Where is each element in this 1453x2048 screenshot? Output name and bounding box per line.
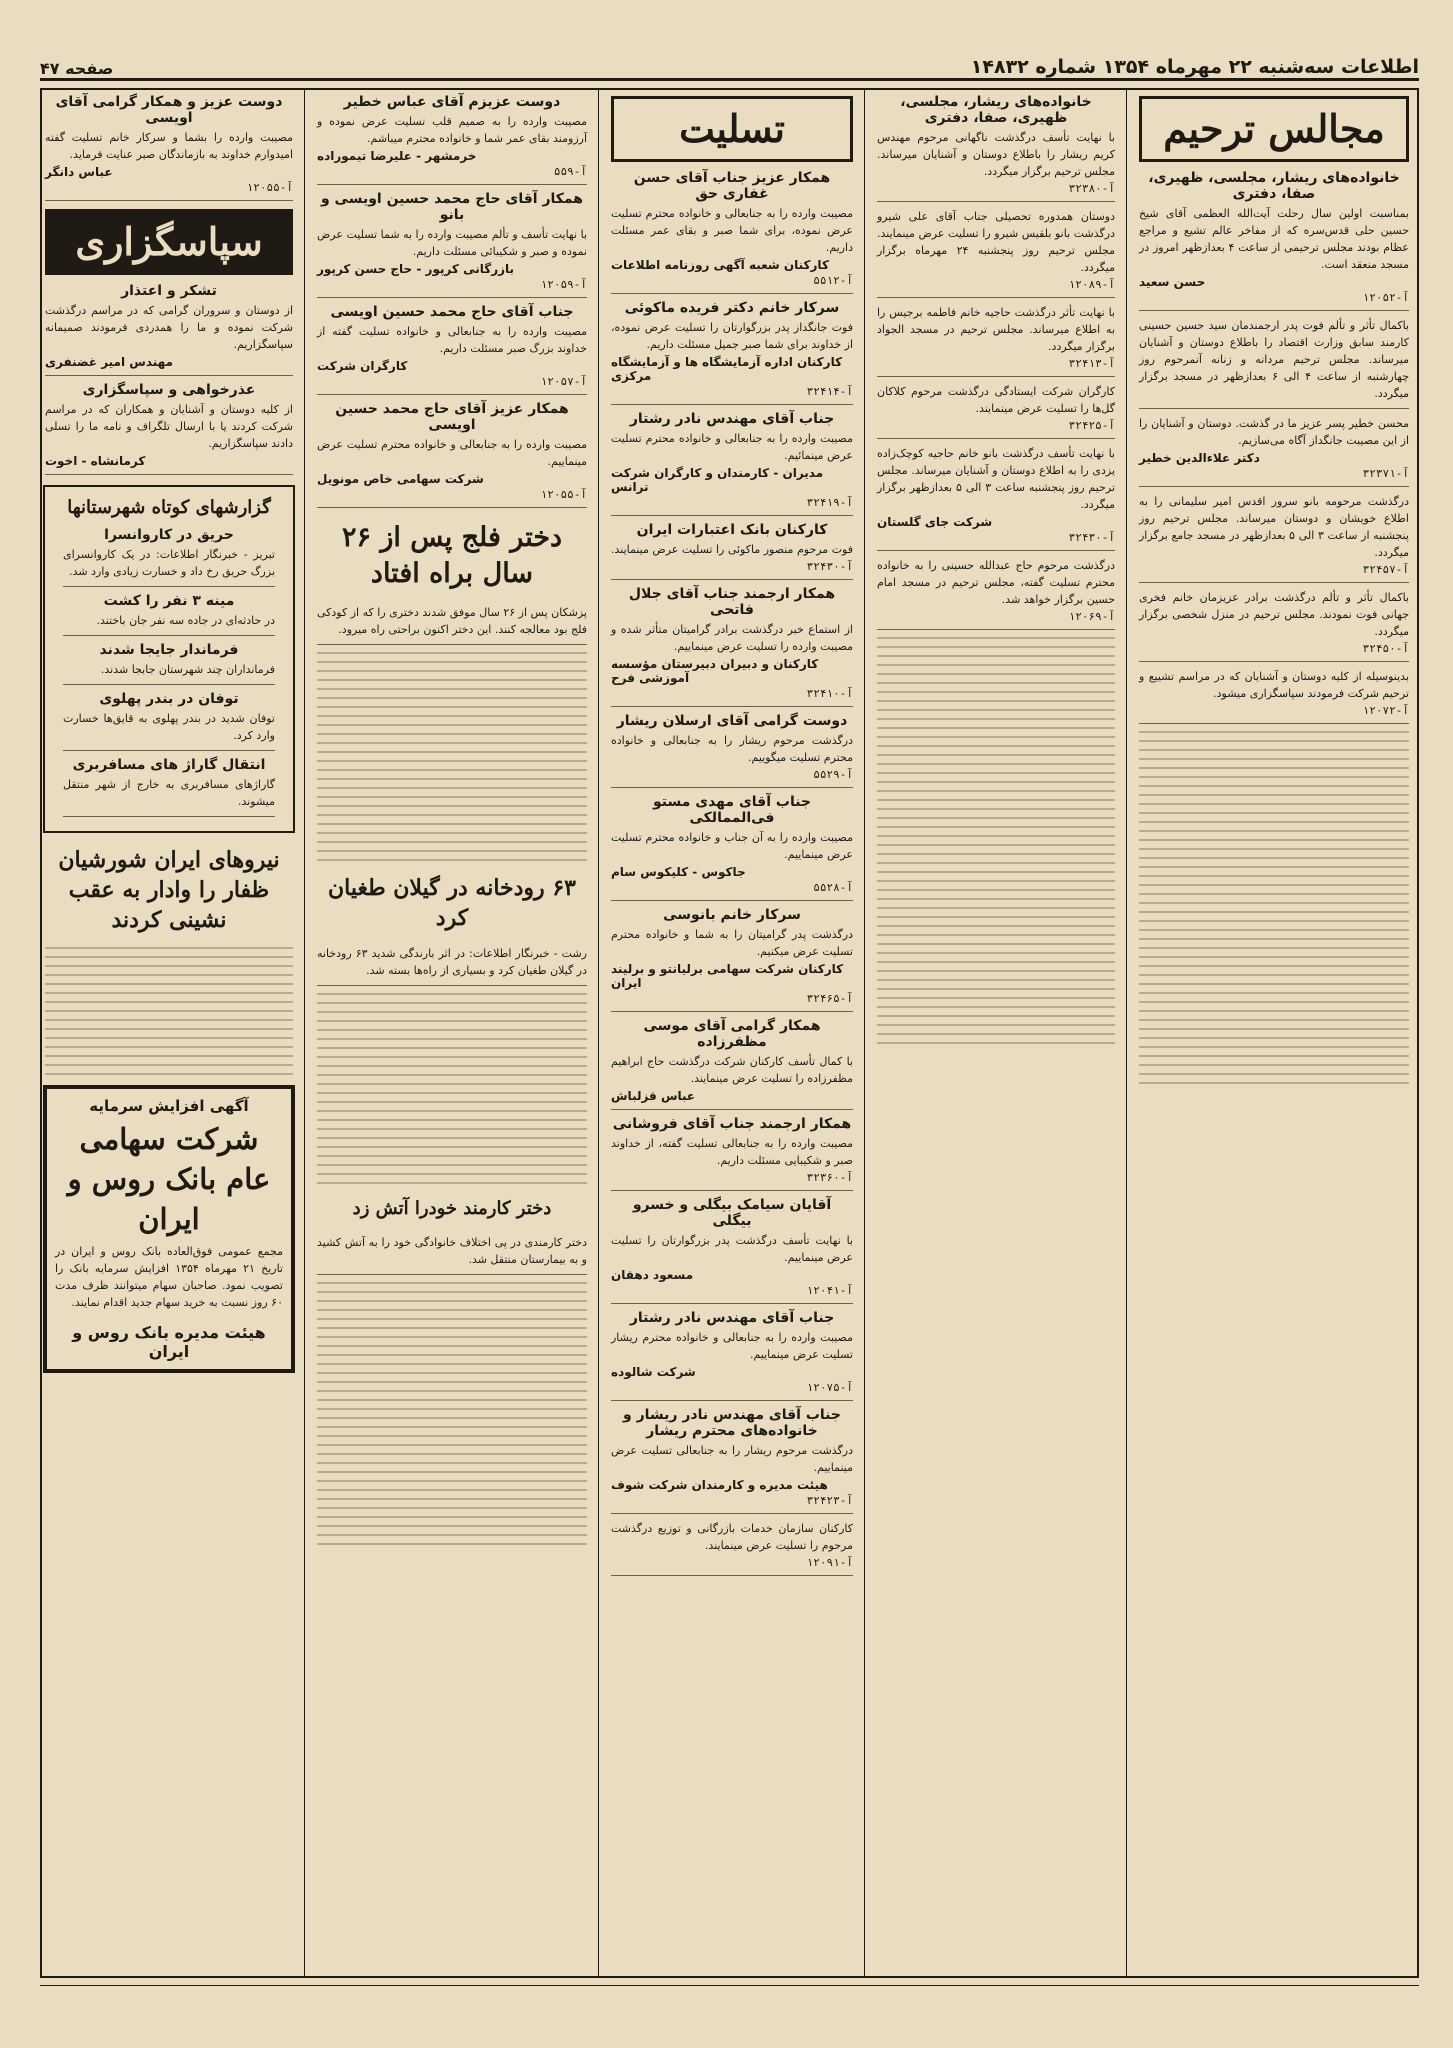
notice-title: جناب آقای مهندس نادر ریشار و خانواده‌های محترم ریشار bbox=[623, 1407, 841, 1439]
notice-text: محسن خطیر پسر عزیز ما در گذشت. دوستان و آشنایان را از این مصیبت جانگداز آگاه می‌سازیم. bbox=[1139, 417, 1409, 447]
story-text: پزشکان پس از ۲۶ سال موفق شدند دختری را که از کودکی فلج بود معالجه کنند. این دختر اکنون براحتی راه میرود. bbox=[317, 606, 587, 636]
memorial-notice bbox=[877, 304, 1115, 377]
memorial-notice bbox=[1139, 668, 1409, 724]
notice-title: جناب آقای مهندس نادر رشتار bbox=[629, 1310, 835, 1326]
notice-signature: مسعود دهقان bbox=[611, 1268, 694, 1282]
ad-body-wrap bbox=[55, 1243, 283, 1317]
condolence-notice bbox=[611, 907, 853, 1012]
thanks-notice bbox=[45, 283, 293, 376]
notice-text: با کمال تأسف کارکنان شرکت درگذشت حاج ابراهیم مظفرزاده را تسلیت عرض مینمایند. bbox=[611, 1055, 853, 1085]
notice-code: آ-۳۲۴۳۰ bbox=[806, 560, 853, 573]
notice-code: آ-۱۲۰۶۹ bbox=[1068, 610, 1115, 623]
notice-text: مصیبت وارده را به جنابعالی تسلیت گفته، از خداوند صبر و شکیبایی مسئلت داریم. bbox=[611, 1137, 853, 1167]
text-filler bbox=[317, 993, 587, 1184]
notice-text: گاراژهای مسافربری به خارج از شهر منتقل میشوند. bbox=[63, 778, 275, 808]
headline-paralyzed-girl: دختر فلج پس از ۲۶ سال براه افتاد bbox=[341, 522, 563, 589]
notice-text: مصیبت وارده را به آن جناب و خانواده محترم تسلیت عرض مینماییم. bbox=[611, 831, 853, 861]
notice-signature: بازرگانی کرپور - حاج حسن کرپور bbox=[317, 262, 515, 276]
notice-signature: مهندس امیر غضنفری bbox=[45, 355, 174, 369]
condolence-notice bbox=[317, 191, 587, 298]
footer-rule bbox=[40, 1985, 1419, 1986]
notice-code: آ-۳۲۴۳۰ bbox=[1068, 531, 1115, 544]
notice-text: کارگران شرکت ایستادگی درگذشت مرحوم کلاکان گل‌ها را تسلیت عرض مینمایند. bbox=[877, 385, 1115, 415]
notice-code: آ-۱۲۰۵۵ bbox=[246, 181, 293, 194]
notice-code: آ-۳۲۳۶۰ bbox=[806, 1171, 853, 1184]
text-filler bbox=[317, 652, 587, 861]
notice-text: فوت مرحوم منصور ماکوئی را تسلیت عرض مینمایند. bbox=[611, 543, 853, 556]
condolence-notice bbox=[611, 713, 853, 788]
notice-code: آ-۳۲۴۶۵ bbox=[806, 992, 853, 1005]
notice-text: با نهایت تأسف درگذشت بانو خانم حاجیه کوچک‌زاده یزدی را به اطلاع دوستان و آشنایان میرساند. مجلس ترحیم روز پنجشنبه ساعت ۳ الی ۵ بعدازظهر برگزار میگردد. bbox=[877, 447, 1115, 511]
headline-employee-daughter: دختر کارمند خودرا آتش زد bbox=[352, 1198, 552, 1219]
text-filler bbox=[1139, 731, 1409, 1084]
brief-news-item bbox=[63, 527, 275, 587]
memorial-notice bbox=[1139, 170, 1409, 311]
notice-text: بمناسبت اولین سال رحلت آیت‌الله العظمی آقای شیخ حسین حلی قدس‌سره که از مفاخر عالم تشیع و مراجع عظام بودند مجلس ترحیمی از ساعت ۴ بعدازظهر امروز در مسجد منعقد است. bbox=[1139, 207, 1409, 271]
notice-code: آ-۱۲۰۵۲ bbox=[1362, 291, 1409, 304]
memorial-notice bbox=[877, 208, 1115, 298]
notice-code: آ-۱۲۰۵۹ bbox=[540, 278, 587, 291]
notice-signature: جاکوس - کلیکوس سام bbox=[611, 865, 746, 879]
column-news bbox=[307, 88, 597, 1978]
brief-news-item bbox=[63, 757, 275, 817]
notice-text: از استماع خبر درگذشت برادر گرامیتان متأثر شده و مصیبت وارده را تسلیت عرض مینماییم. bbox=[611, 623, 853, 653]
notice-text: از کلیه دوستان و آشنایان و همکاران که در مراسم شرکت کردند یا با ارسال تلگراف و نامه ما را تسلی دادند سپاسگزاریم. bbox=[45, 403, 293, 450]
headline-dhofar: نیروهای ایران شورشیان ظفار را وادار به عقب نشینی کردند bbox=[58, 847, 280, 933]
notice-signature: مدیران - کارمندان و کارگران شرکت ترانس bbox=[611, 466, 824, 494]
notice-title: همکار ارجمند جناب آقای جلال فاتحی bbox=[628, 586, 836, 618]
notice-code: آ-۱۲۰۹۱ bbox=[806, 1556, 853, 1569]
notice-title: سرکار خانم دکتر فریده ماکوئی bbox=[624, 300, 840, 316]
notice-code: آ-۳۲۴۱۴ bbox=[806, 385, 853, 398]
memorial-notice bbox=[1139, 589, 1409, 662]
memorial-notice bbox=[877, 445, 1115, 551]
notice-title: حریق در کاروانسرا bbox=[104, 527, 234, 543]
notice-code: آ-۳۲۴۵۰ bbox=[1362, 642, 1409, 655]
notice-text: از دوستان و سروران گرامی که در مراسم درگذشت شرکت نموده و ما را همدردی فرمودند صمیمانه سپاسگزاریم. bbox=[45, 304, 293, 351]
notice-title: جناب آقای حاج محمد حسین اویسی bbox=[330, 304, 574, 320]
notice-signature: شرکت سهامی خاص مونویل bbox=[317, 472, 484, 486]
notice-signature: کارکنان اداره آزمایشگاه ها و آزمایشگاه مرکزی bbox=[611, 355, 843, 383]
text-filler bbox=[45, 947, 293, 1075]
section-banner-condolences: تسلیت bbox=[611, 96, 853, 162]
notice-signature: دکتر علاءالدین خطیر bbox=[1139, 451, 1260, 465]
headline-gilan-rivers: ۶۳ رودخانه در گیلان طغیان کرد bbox=[328, 875, 576, 931]
notice-code: آ-۳۲۴۲۳ bbox=[806, 1494, 853, 1507]
condolence-notice bbox=[611, 522, 853, 580]
notice-text: مصیبت وارده را به جنابعالی و خانواده تسلیت گفته از خداوند بزرگ صبر مسئلت داریم. bbox=[317, 325, 587, 355]
ad-bank-name: شرکت سهامی عام بانک روس و ایران bbox=[67, 1122, 271, 1236]
notice-text: فوت جانگداز پدر بزرگوارتان را تسلیت عرض نموده، از خداوند برای شما صبر جمیل مسئلت داریم. bbox=[611, 321, 853, 351]
page-number: صفحه ۴۷ bbox=[40, 59, 114, 78]
condolence-notice bbox=[611, 1197, 853, 1304]
capital-increase-ad bbox=[43, 1085, 295, 1373]
notice-code: آ-۱۲۰۴۱ bbox=[806, 1284, 853, 1297]
condolence-notice bbox=[611, 794, 853, 901]
notice-code: آ-۳۲۳۸۰ bbox=[1068, 182, 1115, 195]
notice-text: بدینوسیله از کلیه دوستان و آشنایان که در مراسم تشییع و ترحیم شرکت فرمودند سپاسگزاری میشود. bbox=[1139, 670, 1409, 700]
notice-code: آ-۳۲۳۷۱ bbox=[1362, 467, 1409, 480]
notice-title: انتقال گاراژ های مسافربری bbox=[72, 757, 266, 773]
column-condolences bbox=[601, 88, 863, 1978]
brief-news-item bbox=[63, 642, 275, 685]
section-banner-memorials: مجالس ترحیم bbox=[1139, 96, 1409, 162]
notice-code: آ-۱۲۰۷۵ bbox=[806, 1381, 853, 1394]
notice-title: دوست گرامی آقای ارسلان ریشار bbox=[616, 713, 848, 729]
notice-signature: شرکت شالوده bbox=[611, 1365, 696, 1379]
notice-title: عذرخواهی و سپاسگزاری bbox=[82, 382, 256, 398]
notice-text: با نهایت تأسف درگذشت پدر بزرگوارتان را تسلیت عرض مینماییم. bbox=[611, 1234, 853, 1264]
notice-text: درگذشت مرحوم ریشار را به جنابعالی و خانواده محترم تسلیت میگوییم. bbox=[611, 734, 853, 764]
notice-title: آقایان سیامک بیگلی و خسرو بیگلی bbox=[632, 1197, 832, 1229]
column-rule bbox=[304, 88, 305, 1978]
notice-code: آ-۵۵۹ bbox=[553, 165, 587, 178]
condolence-notice bbox=[611, 170, 853, 294]
column-memorials bbox=[1129, 88, 1419, 1978]
ad-signature: هیئت مدیره بانک روس و ایران bbox=[72, 1323, 266, 1361]
story-text: رشت - خبرنگار اطلاعات: در اثر بارندگی شدید ۶۳ رودخانه در گیلان طغیان کرد و بسیاری از راه‌ها بسته شد. bbox=[317, 947, 587, 977]
page-header bbox=[40, 48, 1419, 81]
memorial-notice bbox=[877, 557, 1115, 630]
memorial-notice bbox=[1139, 493, 1409, 583]
notice-text: مصیبت وارده را به جنابعالی و خانواده محترم تسلیت عرض مینماییم. bbox=[317, 438, 587, 468]
notice-signature: کارکنان شرکت سهامی برلیانتو و برلیند ایران bbox=[611, 962, 844, 990]
notice-signature: عباس قزلباش bbox=[611, 1089, 696, 1103]
memorial-notice bbox=[1139, 415, 1409, 487]
condolence-notice bbox=[611, 586, 853, 707]
notice-text: مصیبت وارده را بشما و سرکار خانم تسلیت گفته امیدوارم خداوند به بازماندگان صبر عنایت فرماید. bbox=[45, 131, 293, 161]
condolence-notice bbox=[611, 1116, 853, 1191]
notice-signature: کارکنان و دبیران دبیرستان مؤسسه آموزشی فرح bbox=[611, 657, 819, 685]
condolence-notice bbox=[611, 1018, 853, 1110]
column-rule bbox=[1126, 88, 1127, 1978]
notice-text: با نهایت تأثر درگذشت حاجیه خانم فاطمه برجیس را به اطلاع میرساند. مجلس ترحیم در مسجد الجواد برگزار میگردد. bbox=[877, 306, 1115, 353]
brief-news-item bbox=[63, 691, 275, 751]
notice-text: با نهایت تأسف درگذشت ناگهانی مرحوم مهندس کریم ریشار را باطلاع دوستان و آشنایان میرساند. مجلس ترحیم برگزار میگردد. bbox=[877, 131, 1115, 178]
notice-title: دوست عزیزم آقای عباس خطیر bbox=[343, 94, 561, 110]
notice-title: خانواده‌های ریشار، مجلسی، ظهیری، صفا، دفتری bbox=[1148, 170, 1400, 202]
condolence-notice bbox=[317, 401, 587, 508]
notice-signature: کارگران شرکت bbox=[317, 359, 408, 373]
text-filler bbox=[317, 1282, 587, 1545]
news-story bbox=[317, 945, 587, 986]
notice-text: باکمال تأثر و تألم درگذشت برادر عزیزمان خانم فخری جهانی فوت نمودند. مجلس ترحیم در منزل شخصی برگزار میگردد. bbox=[1139, 591, 1409, 638]
memorial-notice bbox=[877, 94, 1115, 202]
notice-title: دوست عزیز و همکار گرامی آقای اویسی bbox=[55, 94, 283, 126]
condolence-notice bbox=[611, 1310, 853, 1401]
notice-text: مصیبت وارده را به صمیم قلب تسلیت عرض نموده و آرزومند بقای عمر شما و خانواده محترم میباشم. bbox=[317, 115, 587, 145]
notice-title: جناب آقای مهندس نادر رشتار bbox=[629, 411, 835, 427]
notice-title: کارکنان بانک اعتبارات ایران bbox=[636, 522, 828, 538]
issue-line: اطلاعات سه‌شنبه ۲۲ مهرماه ۱۳۵۴ شماره ۱۴۸۳۲ bbox=[970, 56, 1419, 78]
notice-title: همکار ارجمند جناب آقای فروشانی bbox=[612, 1116, 852, 1132]
notice-title: جناب آقای مهدی مستو فی‌الممالکی bbox=[652, 794, 812, 826]
notice-title: فرماندار جایجا شدند bbox=[99, 642, 239, 658]
notice-code: آ-۵۵۲۸ bbox=[813, 881, 853, 894]
notice-text: تبریز - خبرنگار اطلاعات: در یک کاروانسرای بزرگ حریق رخ داد و خسارت زیادی وارد شد. bbox=[63, 548, 275, 578]
notice-signature: حسن سعید bbox=[1139, 275, 1206, 289]
memorial-notice bbox=[877, 383, 1115, 439]
brief-news-item bbox=[63, 593, 275, 636]
notice-title: توفان در بندر پهلوی bbox=[99, 691, 239, 707]
notice-signature: کارکنان شعبه آگهی روزنامه اطلاعات bbox=[611, 258, 829, 272]
notice-title: همکار گرامی آقای موسی مظفرزاده bbox=[643, 1018, 821, 1050]
notice-text: مصیبت وارده را به جنابعالی و خانواده محترم ریشار تسلیت عرض مینماییم. bbox=[611, 1331, 853, 1361]
notice-text: دوستان همدوره تحصیلی جناب آقای علی شیرو درگذشت بانو بلقیس شیرو را تسلیت عرض مینمایند. مجلس ترحیم روز پنجشنبه ۲۴ مهرماه برگزار میگردد. bbox=[877, 210, 1115, 274]
briefs-title: گزارشهای کوتاه شهرستانها bbox=[67, 497, 271, 518]
notice-text: فرمانداران چند شهرستان جابجا شدند. bbox=[100, 663, 275, 676]
story-text: دختر کارمندی در پی اختلاف خانوادگی خود را به آتش کشید و به بیمارستان منتقل شد. bbox=[317, 1236, 587, 1266]
notice-code: آ-۳۲۴۱۳ bbox=[1068, 357, 1115, 370]
notice-text: مصیبت وارده را به جنابعالی و خانواده محترم تسلیت عرض نموده، برای شما صبر و بقای عمر مسئلت داریم. bbox=[611, 207, 853, 254]
column-rule bbox=[864, 88, 865, 1978]
notice-title: تشکر و اعتذار bbox=[121, 283, 217, 299]
notice-title: همکار عزیز آقای حاج محمد حسین اویسی bbox=[335, 401, 569, 433]
notice-title: همکار آقای حاج محمد حسین اویسی و بانو bbox=[320, 191, 584, 223]
notice-text: درگذشت پدر گرامیتان را به شما و خانواده محترم تسلیت عرض میکنیم. bbox=[611, 928, 853, 958]
notice-code: آ-۳۲۴۵۷ bbox=[1362, 563, 1409, 576]
briefs-box bbox=[43, 485, 295, 833]
ad-body: مجمع عمومی فوق‌العاده بانک روس و ایران در تاریخ ۲۱ مهرماه ۱۳۵۴ افزایش سرمایه بانک را تصویب نمود. صاحبان سهام میتوانند ظرف مدت ۶۰ روز نسبت به خرید سهام جدید اقدام نمایند. bbox=[55, 1245, 283, 1309]
condolence-notice bbox=[611, 1407, 853, 1514]
notice-signature: کرمانشاه - اخوت bbox=[45, 454, 146, 468]
column-thanks bbox=[35, 88, 303, 1978]
notice-signature: شرکت جای گلستان bbox=[877, 515, 993, 529]
notice-signature: عباس دانگر bbox=[45, 165, 113, 179]
condolence-notice bbox=[611, 411, 853, 516]
condolence-notice bbox=[611, 1520, 853, 1576]
notice-code: آ-۱۲۰۸۹ bbox=[1068, 278, 1115, 291]
memorial-notice bbox=[1139, 317, 1409, 409]
notice-text: کارکنان سازمان خدمات بازرگانی و توزیع درگذشت مرحوم را تسلیت عرض مینمایند. bbox=[611, 1522, 853, 1552]
text-filler bbox=[877, 637, 1115, 1044]
section-banner-thanks: سپاسگزاری bbox=[45, 209, 293, 275]
news-story bbox=[317, 1234, 587, 1275]
condolence-notice bbox=[611, 300, 853, 405]
notice-text: در حادثه‌ای در جاده سه نفر جان باختند. bbox=[96, 614, 275, 627]
notice-code: آ-۱۲۰۷۲ bbox=[1362, 704, 1409, 717]
notice-signature: خرمشهر - علیرضا تیموراده bbox=[317, 149, 477, 163]
notice-code: آ-۱۲۰۵۷ bbox=[540, 375, 587, 388]
news-story bbox=[317, 604, 587, 645]
condolence-notice bbox=[45, 94, 293, 201]
notice-text: توفان شدید در بندر پهلوی به قایق‌ها خسارت وارد کرد. bbox=[63, 712, 275, 742]
notice-title: مینه ۳ نفر را کشت bbox=[103, 593, 235, 609]
thanks-notice bbox=[45, 382, 293, 475]
notice-text: با نهایت تأسف و تألم مصیبت وارده را به شما تسلیت عرض نموده و صبر و شکیبائی مسئلت داریم. bbox=[317, 228, 587, 258]
notice-text: درگذشت مرحوم ریشار را به جنابعالی تسلیت عرض مینماییم. bbox=[611, 1444, 853, 1474]
condolence-notice bbox=[317, 94, 587, 185]
notice-code: آ-۵۵۱۲ bbox=[813, 274, 853, 287]
notice-title: سرکار خانم بانوسی bbox=[663, 907, 801, 923]
notice-code: آ-۱۲۰۵۵ bbox=[540, 488, 587, 501]
column-memorials-2 bbox=[867, 88, 1125, 1978]
notice-text: مصیبت وارده را به جنابعالی و خانواده محترم تسلیت عرض مینمائیم. bbox=[611, 432, 853, 462]
ad-top-line: آگهی افزایش سرمایه bbox=[89, 1097, 249, 1115]
notice-title: خانواده‌های ریشار، مجلسی، ظهیری، صفا، دفتری bbox=[900, 94, 1092, 126]
notice-title: همکار عزیز جناب آقای حسن غفاری حق bbox=[633, 170, 831, 202]
notice-text: درگذشت مرحومه بانو سرور اقدس امیر سلیمانی را به اطلاع خویشان و دوستان میرساند. مجلس ترحیم روز پنجشنبه از ساعت ۳ الی ۵ بعدازظهر در مسجد جامع برگزار میگردد. bbox=[1139, 495, 1409, 559]
notice-signature: هیئت مدیره و کارمندان شرکت شوف bbox=[611, 1478, 828, 1492]
notice-code: آ-۳۲۴۱۰ bbox=[806, 687, 853, 700]
condolence-notice bbox=[317, 304, 587, 395]
notice-code: آ-۳۲۴۱۹ bbox=[806, 496, 853, 509]
notice-text: درگذشت مرحوم حاج عبدالله حسینی را به خانواده محترم تسلیت گفته، مجلس ترحیم در مسجد امام حسین برگزار خواهد شد. bbox=[877, 559, 1115, 606]
notice-code: آ-۳۲۴۲۵ bbox=[1068, 419, 1115, 432]
notice-code: آ-۵۵۲۹ bbox=[813, 768, 853, 781]
column-rule bbox=[598, 88, 599, 1978]
notice-text: باکمال تأثر و تألم فوت پدر ارجمندمان سید حسین حسینی کارمند سابق وزارت اقتصاد را باطلاع دوستان و آشنایان میرساند. مجلس ترحیم مردانه و زنانه آنمرحوم روز چهارشنبه از ساعت ۴ الی ۶ بعدازظهر در مسجد برگزار میگردد. bbox=[1139, 319, 1409, 400]
